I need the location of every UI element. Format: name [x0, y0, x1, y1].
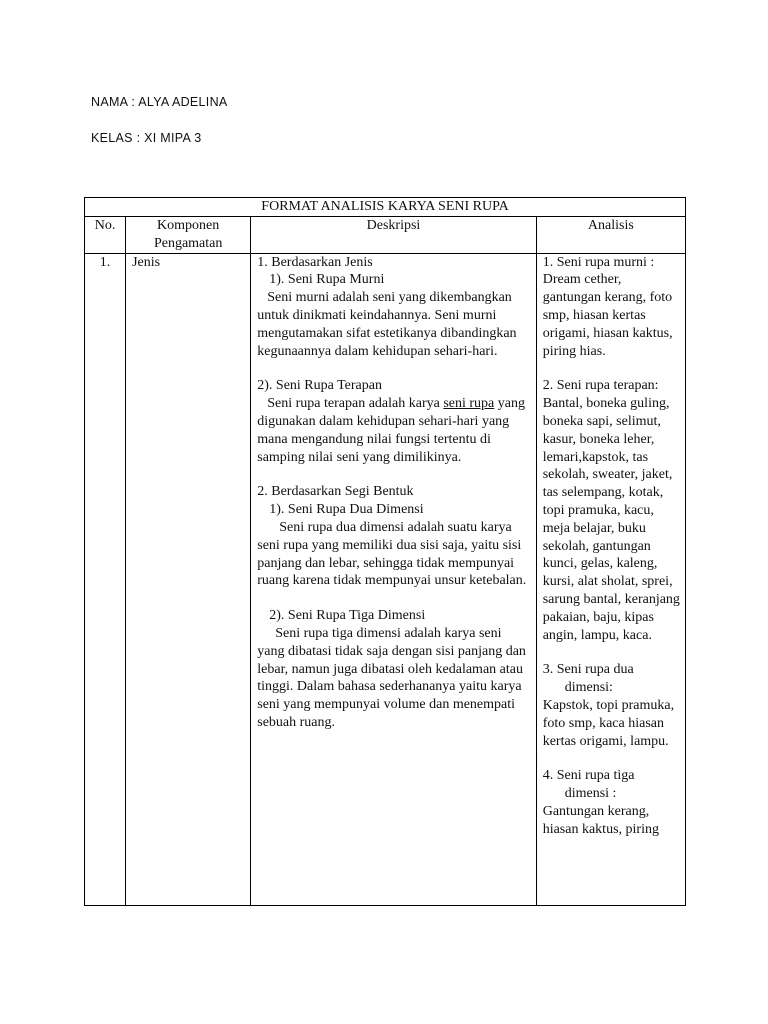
analysis-terapan-list: Bantal, boneka guling, boneka sapi, selimut, kasur, boneka leher, lemari,kapstok, tas sekolah, sweater, jaket, tas selempang, kotak, topi pramuka, kacu, meja belajar, buku sekolah, gantungan kunci, gelas, kaleng, kursi, alat sholat, sprei, sarung bantal, keranjang pakaian, baju, kipas angin, lampu, kaca. — [542, 396, 680, 643]
header-no: No. — [85, 217, 126, 254]
dua-dimensi-text: Seni rupa dua dimensi adalah suatu karya seni rupa yang memiliki dua sisi saja, yaitu sisi panjang dan lebar, sehingga tidak mempunyai ruang karena tidak mempunyai unsur ketebalan. — [257, 519, 527, 589]
seni-rupa-terapan-heading: 2). Seni Rupa Terapan — [257, 378, 382, 394]
table-row — [85, 253, 686, 905]
section-jenis-heading: 1. Berdasarkan Jenis — [257, 254, 373, 270]
header-deskripsi: Deskripsi — [251, 217, 536, 254]
student-class: KELAS : XI MIPA 3 — [91, 131, 202, 145]
terapan-text-a: Seni rupa terapan adalah karya — [267, 396, 444, 412]
terapan-text-b: yang digunakan dalam kehidupan sehari-hari yang mana mengandung nilai fungsi tertentu di samping nilai seni yang dimilikinya. — [257, 396, 525, 465]
student-name: NAMA : ALYA ADELINA — [91, 95, 228, 109]
analysis-dua-heading: 3. Seni rupa dua — [542, 662, 634, 678]
analysis-tiga-heading-2: dimensi : — [564, 786, 617, 802]
analysis-murni-list: Dream cether, gantungan kerang, foto smp, hiasan kertas origami, hiasan kaktus, piring hias. — [542, 272, 673, 359]
analysis-dua-list: Kapstok, topi pramuka, foto smp, kaca hiasan kertas origami, lampu. — [542, 697, 675, 749]
seni-rupa-murni-heading: 1). Seni Rupa Murni — [269, 272, 385, 288]
seni-rupa-link[interactable]: seni rupa — [443, 396, 495, 412]
section-bentuk-heading: 2. Berdasarkan Segi Bentuk — [257, 484, 414, 500]
table-title: FORMAT ANALISIS KARYA SENI RUPA — [85, 198, 686, 217]
seni-rupa-terapan-text — [257, 395, 531, 466]
tiga-dimensi-text: Seni rupa tiga dimensi adalah karya seni yang dibatasi tidak saja dengan sisi panjang dan lebar, namun juga dibatasi oleh kedalaman atau tinggi. Dalam bahasa sederhananya yaitu karya seni yang mempunyai volume dan menempati sebuah ruang. — [257, 625, 526, 730]
header-analisis: Analisis — [536, 217, 685, 254]
dua-dimensi-heading: 1). Seni Rupa Dua Dimensi — [269, 502, 424, 518]
tiga-dimensi-heading: 2). Seni Rupa Tiga Dimensi — [269, 608, 426, 624]
analysis-cell — [536, 253, 685, 905]
table-header-row — [85, 217, 686, 254]
description-cell — [251, 253, 536, 905]
analysis-tiga-heading: 4. Seni rupa tiga — [542, 768, 635, 784]
seni-rupa-murni-text: Seni murni adalah seni yang dikembangkan untuk dinikmati keindahannya. Seni murni mengutamakan sifat estetikanya dibandingkan kegunaannya dalam kehidupan sehari-hari. — [257, 290, 517, 359]
table-title-row — [85, 198, 686, 217]
analysis-dua-heading-2: dimensi: — [564, 680, 613, 696]
header-komponen: Komponen Pengamatan — [126, 217, 251, 254]
row-komponen: Jenis — [126, 253, 251, 905]
analysis-tiga-list: Gantungan kerang, hiasan kaktus, piring — [542, 803, 659, 837]
analysis-murni-heading: 1. Seni rupa murni : — [542, 254, 655, 270]
analysis-terapan-heading: 2. Seni rupa terapan: — [542, 378, 659, 394]
row-number: 1. — [85, 253, 126, 905]
analysis-table — [84, 197, 686, 906]
